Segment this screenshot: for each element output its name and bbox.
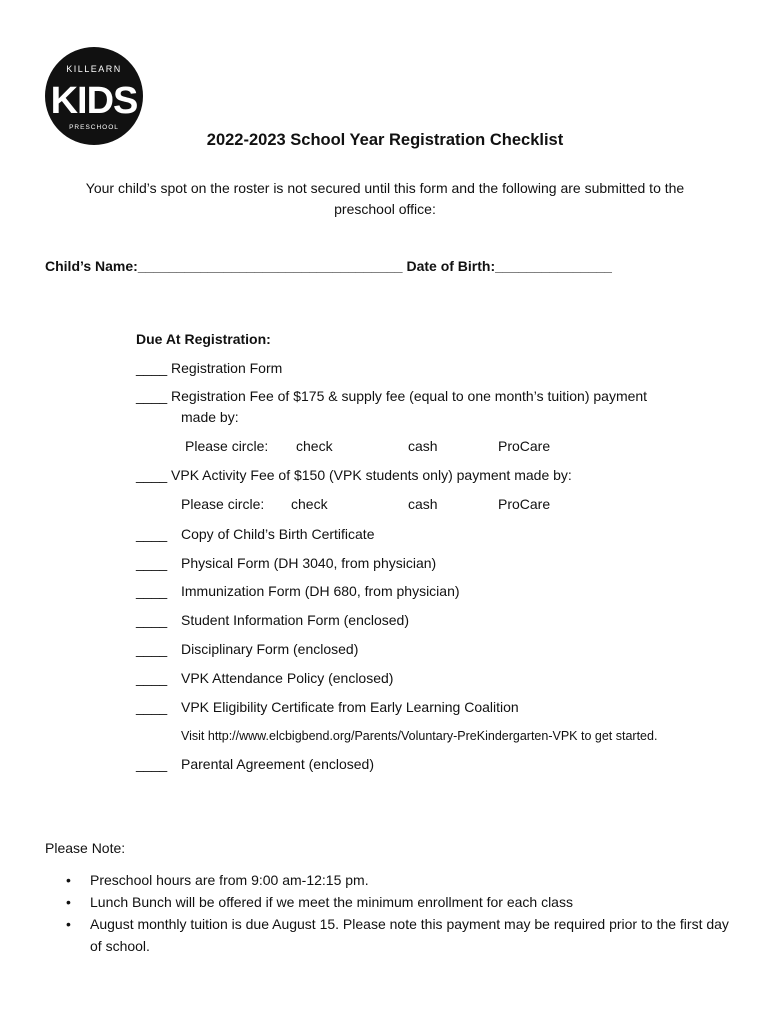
payment-option-check-2[interactable]: check [291,496,328,512]
child-name-label: Child’s Name: [45,258,138,274]
payment-option-cash-2[interactable]: cash [408,496,438,512]
checklist-blank[interactable]: ____ [136,583,168,599]
bullet-icon: • [66,872,71,888]
intro-text [0,178,770,220]
logo-top-text: KILLEARN [66,64,122,74]
logo-main-text: KIDS [50,80,138,122]
due-heading: Due At Registration: [136,331,271,347]
child-name-field[interactable]: __________________________________ [137,258,403,274]
checklist-item-birth-certificate: Copy of Child’s Birth Certificate [181,526,375,542]
note-heading: Please Note: [45,840,126,856]
circle-label-1: Please circle: [185,438,269,454]
page-title: 2022-2023 School Year Registration Checklist [206,131,564,149]
checklist-blank[interactable]: ____ [136,699,168,715]
dob-label: Date of Birth: [406,258,496,274]
note-item: • August monthly tuition is due August 15. Please note this payment may be required prior to the first day of school. [62,913,742,957]
checklist-item-immunization-form: Immunization Form (DH 680, from physician) [181,583,460,599]
intro-line-2: preschool office: [334,201,436,217]
payment-option-procare-2[interactable]: ProCare [498,496,551,512]
checklist-item-vpk-attendance: VPK Attendance Policy (enclosed) [181,670,394,686]
checklist-item-physical-form: Physical Form (DH 3040, from physician) [181,555,437,571]
payment-option-cash-1[interactable]: cash [408,438,438,454]
student-fields [45,258,612,274]
vpk-visit-note: Visit http://www.elcbigbend.org/Parents/Voluntary-PreKindergarten-VPK to get started. [181,729,658,743]
checklist-blank[interactable]: ____ [136,526,168,542]
checklist-item-student-info-form: Student Information Form (enclosed) [181,612,409,628]
circle-label-2: Please circle: [181,496,265,512]
note-item: • Preschool hours are from 9:00 am-12:15 pm. [62,869,742,891]
bullet-icon: • [66,894,71,910]
checklist-item-vpk-eligibility: VPK Eligibility Certificate from Early Learning Coalition [181,699,519,715]
checklist-blank[interactable]: ____ [136,641,168,657]
bullet-icon: • [66,916,71,932]
checklist-blank[interactable]: ____ [136,612,168,628]
payment-option-procare-1[interactable]: ProCare [498,438,551,454]
intro-line-1: Your child’s spot on the roster is not secured until this form and the following are submitted to the [85,180,685,196]
checklist-blank[interactable]: ____ [136,555,168,571]
fee-continuation: made by: [181,409,239,425]
checklist-registration-fee[interactable]: ____ Registration Fee of $175 & supply fee (equal to one month’s tuition) payment [136,388,648,404]
dob-field[interactable]: _______________ [495,258,612,274]
payment-option-check-1[interactable]: check [296,438,333,454]
checklist-registration-form[interactable]: ____ Registration Form [136,360,283,376]
checklist-vpk-fee[interactable]: ____ VPK Activity Fee of $150 (VPK students only) payment made by: [136,467,572,483]
checklist-item-parental-agreement: Parental Agreement (enclosed) [181,756,374,772]
logo-bottom-text: PRESCHOOL [69,124,119,131]
checklist-blank[interactable]: ____ [136,670,168,686]
note-list [62,869,742,957]
checklist-item-disciplinary-form: Disciplinary Form (enclosed) [181,641,359,657]
note-item: • Lunch Bunch will be offered if we meet the minimum enrollment for each class [62,891,742,913]
checklist-blank[interactable]: ____ [136,756,168,772]
